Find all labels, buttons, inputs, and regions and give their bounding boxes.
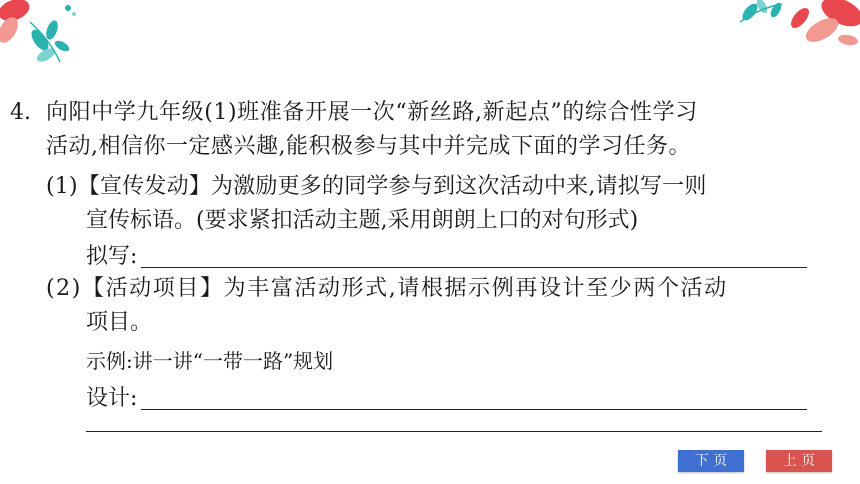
part1-answer-line[interactable] [141,247,807,268]
question-intro-line-1: 向阳中学九年级(1)班准备开展一次“新丝路,新起点”的综合性学习 [46,100,698,125]
previous-page-button[interactable]: 上 页 [766,450,832,472]
question-number: 4. [10,100,31,125]
corner-decoration-left-icon [0,0,120,72]
part1-prompt-line-1: (1)【宣传发动】为激励更多的同学参与到这次活动中来,请拟写一则 [46,174,707,199]
part2-prompt-line-2: 项目。 [86,310,153,335]
part1-prompt-line-2: 宣传标语。(要求紧扣活动主题,采用朗朗上口的对句形式) [86,208,639,233]
part2-answer-row [86,382,807,416]
corner-decoration-right-icon [730,0,860,60]
part2-answer-line[interactable] [141,389,807,410]
part1-answer-label: 拟写: [86,244,138,269]
part2-answer-line-extra[interactable] [86,431,822,432]
part2-example: 示例:讲一讲“一带一路”规划 [86,349,334,373]
question-intro-line-2: 活动,相信你一定感兴趣,能积极参与其中并完成下面的学习任务。 [46,134,691,159]
part2-prompt-line-1: (2)【活动项目】为丰富活动形式,请根据示例再设计至少两个活动 [46,276,728,301]
part1-answer-row [86,240,807,274]
next-page-button[interactable]: 下 页 [678,450,744,472]
part2-answer-label: 设计: [86,386,138,411]
